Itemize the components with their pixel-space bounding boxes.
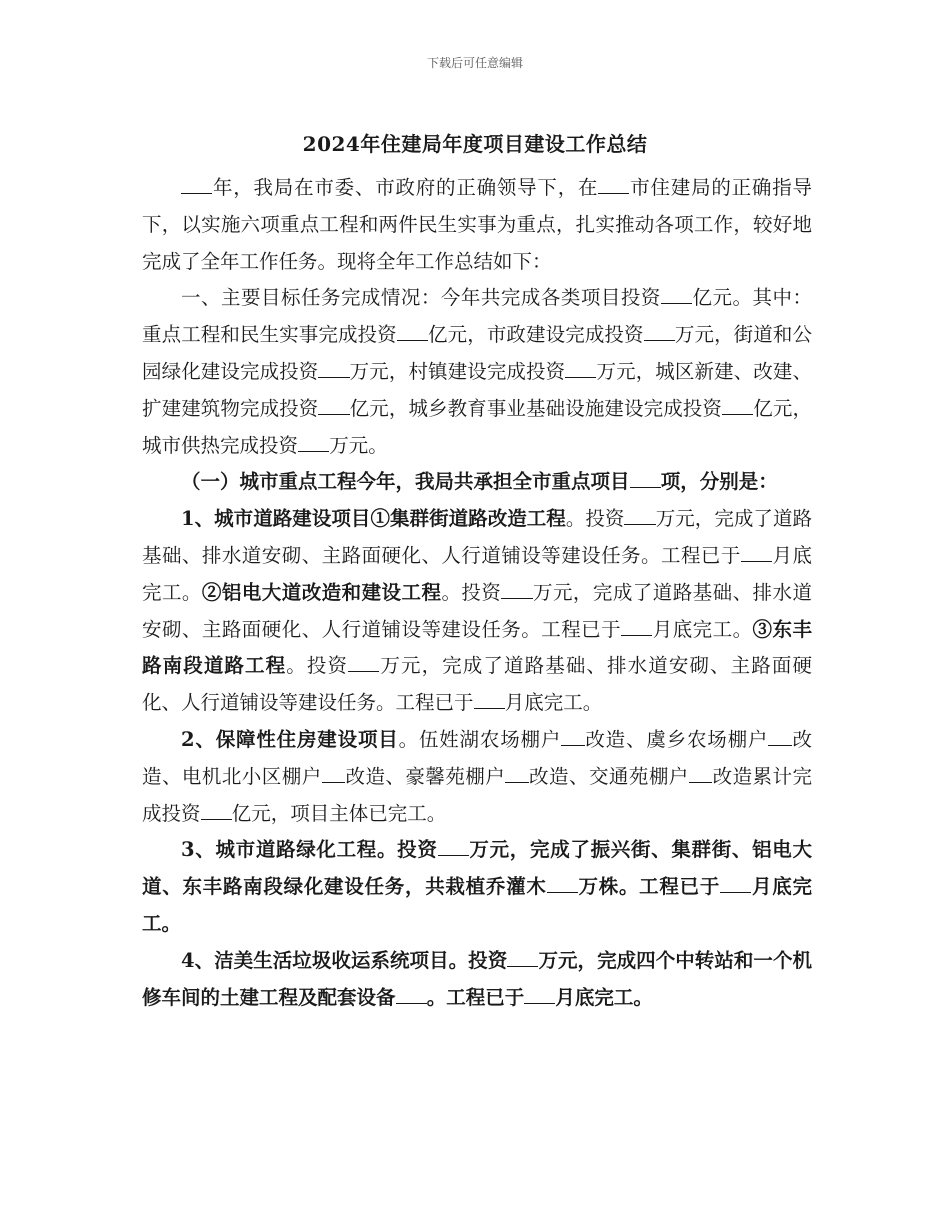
paragraph-road-projects: 1、城市道路建设项目①集群街道路改造工程。投资 万元，完成了道路基础、排水道安砌、主路面硬化、人行道铺设等建设任务。工程已于 月底完工。②铝电大道改造和建设工程。投资 万元，完成了道路基础、排水道安砌、主路面硬化、人行道铺设等建设任务。工程已于 月底完工。③东丰路南段道路工程。投资 万元，完成了道路基础、排水道安砌、主路面硬化、人行道铺设等建设任务。工程已于 月底完工。 xyxy=(142,507,812,715)
document-title: 2024年住建局年度项目建设工作总结 xyxy=(302,132,648,156)
blank xyxy=(318,358,349,378)
blank xyxy=(630,469,661,489)
blank xyxy=(201,800,232,820)
blank xyxy=(689,763,712,783)
blank xyxy=(348,653,379,673)
blank xyxy=(322,763,345,783)
blank xyxy=(565,358,596,378)
blank xyxy=(624,506,655,526)
blank xyxy=(547,874,578,894)
blank xyxy=(768,726,791,746)
blank xyxy=(561,726,584,746)
paragraph-key-projects: （一）城市重点工程今年，我局共承担全市重点项目 项，分别是： xyxy=(181,470,778,494)
blank xyxy=(396,984,427,1004)
paragraph-intro: 年，我局在市委、市政府的正确领导下，在 市住建局的正确指导下，以实施六项重点工程和两件民生实事为重点，扎实推动各项工作，较好地完成了全年工作任务。现将全年工作总结如下： xyxy=(142,176,812,273)
blank xyxy=(720,874,751,894)
blank xyxy=(661,285,692,305)
blank xyxy=(741,542,772,562)
blank xyxy=(598,174,629,194)
blank xyxy=(298,432,329,452)
blank xyxy=(181,174,212,194)
page-header: 下载后可任意编辑 xyxy=(426,56,523,70)
blank xyxy=(318,395,349,415)
blank xyxy=(507,947,538,967)
paragraph-greening: 3、城市道路绿化工程。投资 万元，完成了振兴街、集群街、铝电大道、东丰路南段绿化建设任务，共栽植乔灌木 万株。工程已于 月底完工。 xyxy=(142,838,812,935)
blank xyxy=(505,763,528,783)
blank xyxy=(397,322,428,342)
blank xyxy=(722,395,753,415)
blank xyxy=(644,322,675,342)
blank xyxy=(474,690,505,710)
blank xyxy=(524,984,555,1004)
document-body xyxy=(142,170,812,1016)
paragraph-garbage: 4、洁美生活垃圾收运系统项目。投资 万元，完成四个中转站和一个机修车间的土建工程及配套设备 。工程已于 月底完工。 xyxy=(142,948,812,1009)
paragraph-housing: 2、保障性住房建设项目。伍姓湖农场棚户 改造、虞乡农场棚户 改造、电机北小区棚户 改造、豪馨苑棚户 改造、交通苑棚户 改造累计完成投资 亿元，项目主体已完工。 xyxy=(142,727,812,825)
blank xyxy=(438,837,469,857)
blank xyxy=(501,579,532,599)
blank xyxy=(621,616,652,636)
paragraph-targets: 一、主要目标任务完成情况：今年共完成各类项目投资 亿元。其中：重点工程和民生实事完成投资 亿元，市政建设完成投资 万元，街道和公园绿化建设完成投资 万元，村镇建设完成投资 万元，城区新建、改建、扩建建筑物完成投资 亿元，城乡教育事业基础设施建设完成投资 亿元，城市供热完成投资 万元。 xyxy=(142,286,812,457)
